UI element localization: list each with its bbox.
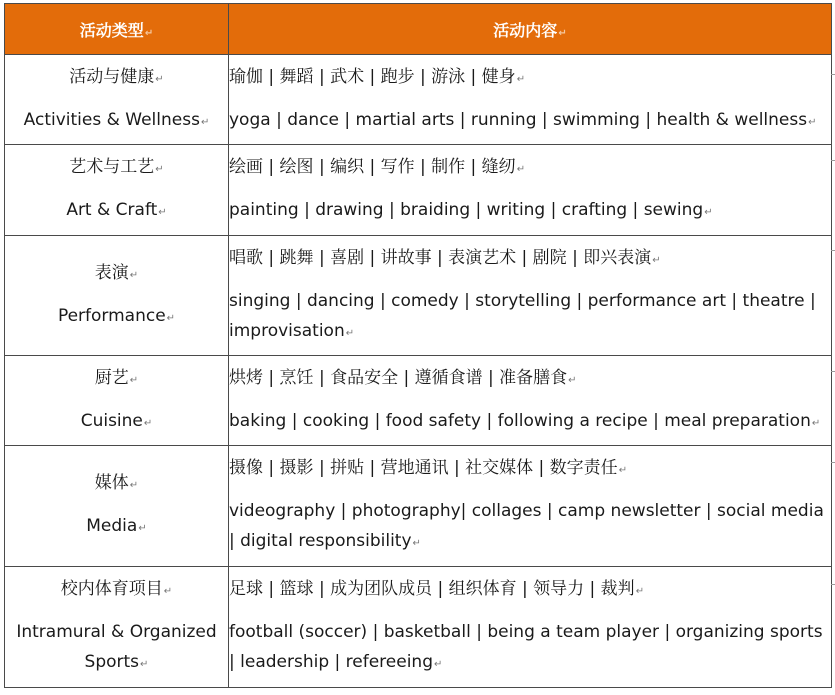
margin-tick [831,371,835,372]
margin-tick [831,74,835,75]
activity-content-cell: 瑜伽 | 舞蹈 | 武术 | 跑步 | 游泳 | 健身↵ yoga | dance | martial arts | running | swimming | health & wellness↵ [229,55,832,145]
activity-content-en: singing | dancing | comedy | storytelling | performance art | theatre | improvisation [229,290,816,341]
activity-content-en: painting | drawing | braiding | writing | crafting | sewing [229,200,704,220]
activity-type-zh: 艺术与工艺 [69,157,155,177]
activity-type-en: Art & Craft [66,200,158,220]
header-activity-type: 活动类型↵ [5,4,229,55]
activity-content-en: videography | photography| collages | camp newsletter | social media | digital responsibility [229,501,824,551]
activity-type-en: Activities & Wellness [23,109,200,130]
activity-content-en: baking | cooking | food safety | following a recipe | meal preparation [229,410,811,431]
margin-tick [831,250,835,251]
table-row [5,446,832,567]
activity-type-cell: 媒体↵ Media↵ [5,446,229,567]
table-row [5,356,832,446]
activity-content-en: yoga | dance | martial arts | running | swimming | health & wellness [229,109,808,130]
activity-type-zh: 活动与健康 [69,66,155,87]
activity-content-cell: 足球 | 篮球 | 成为团队成员 | 组织体育 | 领导力 | 裁判↵ football (soccer) | basketball | being a team player | organizing sports | leadership | refereeing↵ [229,567,832,688]
activity-content-cell: 摄像 | 摄影 | 拼贴 | 营地通讯 | 社交媒体 | 数字责任↵ videography | photography| collages | camp newsletter | social media | digital responsibility↵ [229,446,832,567]
activity-type-en: Performance [57,305,166,326]
header-activity-type-label: 活动类型 [79,20,144,40]
activity-content-zh: 足球 | 篮球 | 成为团队成员 | 组织体育 | 领导力 | 裁判 [229,579,635,599]
header-activity-content-label: 活动内容 [493,20,558,40]
activity-type-en: Media [86,516,138,536]
margin-tick [831,584,835,585]
activity-type-zh: 校内体育项目 [60,579,163,599]
activities-table [4,3,832,688]
margin-tick [831,160,835,161]
activity-type-cell: 校内体育项目↵ Intramural & Organized Sports↵ [5,567,229,688]
activity-content-zh: 摄像 | 摄影 | 拼贴 | 营地通讯 | 社交媒体 | 数字责任 [229,458,618,478]
table-header-row [5,4,832,55]
header-activity-content: 活动内容↵ [229,4,832,55]
table-row [5,567,832,688]
margin-tick [831,462,835,463]
activity-content-zh: 瑜伽 | 舞蹈 | 武术 | 跑步 | 游泳 | 健身 [229,66,516,87]
activity-type-cell: 活动与健康↵ Activities & Wellness↵ [5,55,229,145]
table-row [5,236,832,356]
table-row [5,145,832,236]
activity-content-cell: 烘烤 | 烹饪 | 食品安全 | 遵循食谱 | 准备膳食↵ baking | cooking | food safety | following a recipe | meal preparation↵ [229,356,832,446]
activity-content-zh: 烘烤 | 烹饪 | 食品安全 | 遵循食谱 | 准备膳食 [229,367,568,388]
activity-content-zh: 唱歌 | 跳舞 | 喜剧 | 讲故事 | 表演艺术 | 剧院 | 即兴表演 [229,247,652,268]
activity-type-cell: 艺术与工艺↵ Art & Craft↵ [5,145,229,236]
activity-content-cell: 绘画 | 绘图 | 编织 | 写作 | 制作 | 缝纫↵ painting | drawing | braiding | writing | crafting | sewing↵ [229,145,832,236]
table-row [5,55,832,145]
activity-type-en: Intramural & Organized Sports [16,622,217,672]
activity-content-en: football (soccer) | basketball | being a team player | organizing sports | leadership | refereeing [229,622,823,672]
activity-type-zh: 表演 [94,262,129,283]
activity-content-cell: 唱歌 | 跳舞 | 喜剧 | 讲故事 | 表演艺术 | 剧院 | 即兴表演↵ singing | dancing | comedy | storytelling | performance art | theatre | improvisation↵ [229,236,832,356]
activity-type-cell: 厨艺↵ Cuisine↵ [5,356,229,446]
activity-type-zh: 厨艺 [94,367,129,388]
activity-content-zh: 绘画 | 绘图 | 编织 | 写作 | 制作 | 缝纫 [229,157,516,177]
activity-type-en: Cuisine [80,410,143,431]
activity-type-cell: 表演↵ Performance↵ [5,236,229,356]
activity-type-zh: 媒体 [94,473,129,493]
